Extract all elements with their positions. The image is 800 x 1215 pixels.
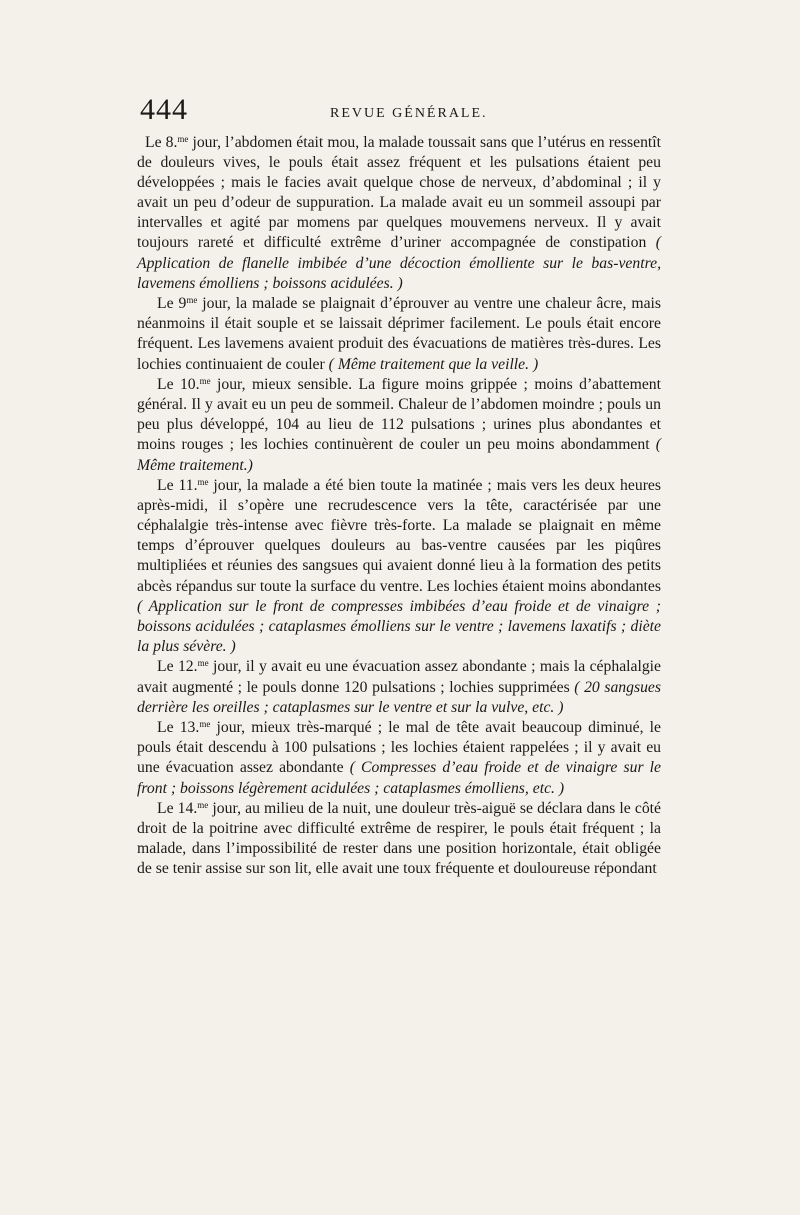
ordinal-suffix: me (186, 295, 198, 306)
day-lead: Le 13. (157, 719, 200, 737)
ordinal-suffix: me (197, 800, 209, 811)
paragraph-text: jour, la malade se plaignait d’éprouver au ventre une chaleur âcre, mais néanmoins il était souple et se laissait déprimer facilement. Le pouls était encore fréquent. Les lavemens avaient produit des évacuations de matières très-dures. Les lochies continuaient de couler (137, 295, 661, 373)
day-lead: Le 14. (157, 800, 198, 818)
day-lead: Le 10. (157, 376, 200, 394)
paragraph-text: jour, la malade a été bien toute la matinée ; mais vers les deux heures après-midi, il s’opère une recrudescence vers la tête, caractérisée par une céphalalgie très-intense avec fièvre très-forte. La malade se plaignait en même temps d’éprouver quelques douleurs au bas-ventre causées par les piqûres multipliées et réunies des sangsues qui avaient donné lieu à la formation des petits abcès répandus sur toute la surface du ventre. Les lochies étaient moins abondantes (137, 477, 661, 595)
paragraph-text: jour, mieux très-marqué ; le mal de tête avait beaucoup diminué, le pouls était descendu à 100 pulsations ; les lochies étaient rappelées ; il y avait eu une évacuation assez abondante (137, 719, 661, 777)
treatment-note: ( Application de flanelle imbibée d’une décoction émolliente sur le bas-ventre, lavemens émolliens ; boissons acidulées. ) (137, 234, 661, 292)
day-lead: Le 12. (157, 658, 198, 676)
ordinal-suffix: me (197, 477, 209, 488)
treatment-note: ( Même traitement.) (137, 436, 661, 474)
paragraph-day-8 (137, 133, 661, 294)
page-header (140, 92, 664, 132)
paragraph-day-14 (137, 799, 661, 879)
ordinal-suffix: me (199, 719, 211, 730)
treatment-note: ( Application sur le front de compresses imbibées d’eau froide et de vinaigre ; boissons acidulées ; cataplasmes émolliens sur le ventre ; lavemens laxatifs ; diète la plus sévère. ) (137, 597, 661, 655)
paragraph-day-12 (137, 657, 661, 717)
paragraph-day-10 (137, 375, 661, 475)
paragraph-day-11 (137, 476, 661, 657)
running-head: REVUE GÉNÉRALE. (330, 106, 488, 121)
paragraph-text: jour, il y avait eu une évacuation assez abondante ; mais la céphalalgie avait augmenté ; le pouls donne 120 pulsations ; lochies supprimées (137, 658, 662, 696)
treatment-note: ( 20 sangsues derrière les oreilles ; cataplasmes sur le ventre et sur la vulve, etc. ) (137, 678, 661, 716)
paragraph-text: jour, l’abdomen était mou, la malade toussait sans que l’utérus en ressentît de douleurs vives, le pouls était assez fréquent et les pulsations étaient peu développées ; mais le facies avait quelque chose de nerveux, d’abdominal ; il y avait un peu d’odeur de suppuration. La malade avait eu un sommeil assoupi par intervalles et agité par momens par quelques mouvemens nerveux. Il y avait toujours rareté et difficulté extrême d’uriner accompagnée de constipation (137, 134, 661, 252)
ordinal-suffix: me (177, 134, 189, 144)
day-lead: Le 9 (157, 295, 187, 313)
treatment-note: ( Même traitement que la veille. ) (328, 355, 539, 373)
day-lead: Le 11. (157, 477, 198, 495)
page-number: 444 (140, 93, 188, 126)
paragraph-text: jour, au milieu de la nuit, une douleur très-aiguë se déclara dans le côté droit de la poitrine avec difficulté extrême de respirer, le pouls était fréquent ; la malade, dans l’impossibilité de rester dans une position horizontale, était obligée de se tenir assise sur son lit, elle avait une toux fréquente et douloureuse répondant (137, 800, 661, 878)
paragraph-day-9 (137, 294, 661, 374)
day-lead: Le 8. (145, 134, 178, 151)
treatment-note: ( Compresses d’eau froide et de vinaigre sur le front ; boissons légèrement acidulées ; cataplasmes émolliens, etc. ) (137, 759, 661, 797)
ordinal-suffix: me (197, 658, 209, 669)
paragraph-text: jour, mieux sensible. La figure moins grippée ; moins d’abattement général. Il y avait eu un peu de sommeil. Chaleur de l’abdomen moindre ; pouls un peu plus développé, 104 au lieu de 112 pulsations ; urines plus abondantes et moins rouges ; les lochies continuèrent de couler un peu moins abondamment (137, 376, 661, 454)
body-text (137, 133, 661, 879)
ordinal-suffix: me (199, 376, 211, 387)
paragraph-day-13 (137, 718, 661, 798)
